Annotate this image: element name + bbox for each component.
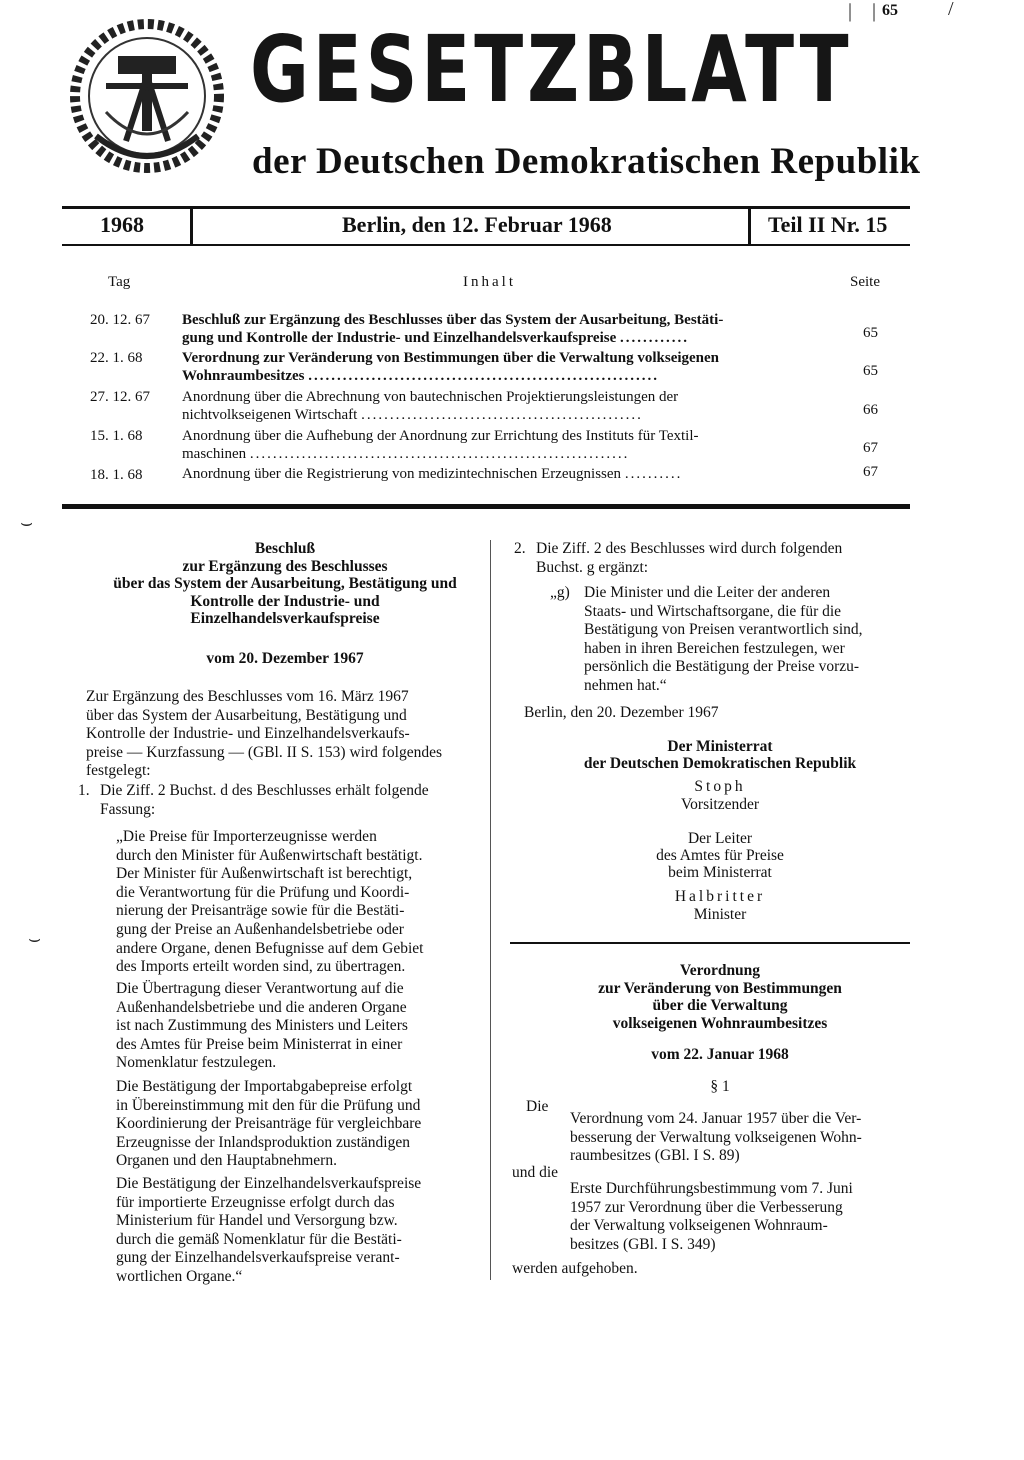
toc-entry-title[interactable]: Anordnung über die Aufhebung der Anordnung zur Errichtung des Instituts für Textil- maschinen .................................................................. — [182, 428, 699, 462]
quote-paragraph: Die Bestätigung der Importabgabepreise erfolgt in Übereinstimmung mit den für die Prüfung und Koordinierung der Preisanträge für vergleichbare Erzeugnisse der Inlandsproduktion zuständigen Organen und den Hauptabnehmern. — [116, 1078, 422, 1170]
toc-entry-date: 22. 1. 68 — [90, 350, 143, 366]
column-divider — [490, 540, 491, 1280]
masthead-subtitle: der Deutschen Demokratischen Republik — [252, 141, 921, 182]
place-date: Berlin, den 20. Dezember 1967 — [524, 704, 719, 721]
signatory-name: Stoph — [694, 778, 746, 795]
toc-entry-page: 66 — [863, 402, 878, 418]
toc-entry-date: 27. 12. 67 — [90, 389, 150, 405]
margin-mark: ⌣ — [20, 512, 34, 534]
signatory-organization: Der Leiter des Amtes für Preise beim Ministerrat — [656, 830, 784, 881]
issue-part-number: Teil II Nr. 15 — [768, 212, 888, 237]
section-divider — [510, 942, 910, 944]
issue-date: Berlin, den 12. Februar 1968 — [342, 212, 612, 237]
quote-paragraph: Die Bestätigung der Einzelhandelsverkaufspreise für importierte Erzeugnisse erfolgt durch das Ministerium für Handel und Versorgung bzw. durch die gemäß Nomenklatur für die Bestäti- gung der Einzelhandelsverkaufspreise verant- wortlichen Organe.“ — [116, 1175, 422, 1285]
item-2-text: Die Ziff. 2 des Beschlusses wird durch folgenden Buchst. g ergänzt: — [536, 540, 843, 576]
page-number-mark: 65 — [882, 2, 898, 19]
toc-separator — [62, 504, 910, 509]
toc-entry-page: 65 — [863, 363, 878, 379]
beschluss-heading: Beschluß zur Ergänzung des Beschlusses über das System der Ausarbeitung, Bestätigung und Kontrolle der Industrie- und Einzelhandelsverkaufspreise — [113, 540, 457, 627]
toc-entry-title[interactable]: Anordnung über die Registrierung von medizintechnischen Erzeugnissen .......... — [182, 466, 683, 482]
beschluss-intro: Zur Ergänzung des Beschlusses vom 16. März 1967 über das System der Ausarbeitung, Bestätigung und Kontrolle der Industrie- und Einzelhandelsverkaufs- preise — Kurzfassung — (GBl. II S. 153) wird folgendes festgelegt: — [86, 688, 443, 780]
repealed-regulation: Verordnung vom 24. Januar 1957 über die Ver- besserung der Verwaltung volkseigenen Wohn- raumbesitzes (GBl. I S. 89) — [570, 1110, 862, 1165]
toc-entry-page: 65 — [863, 325, 878, 341]
item-1-text: Die Ziff. 2 Buchst. d des Beschlusses erhält folgende Fassung: — [100, 782, 429, 818]
toc-col-seite: Seite — [850, 274, 880, 290]
paragraph-connector: und die — [512, 1164, 559, 1181]
item-number: 1. — [78, 782, 90, 799]
toc-entry-title[interactable]: Anordnung über die Abrechnung von bautechnischen Projektierungsleistungen der nichtvolkseigenen Wirtschaft ................................................. — [182, 389, 679, 423]
verordnung-date: vom 22. Januar 1968 — [651, 1046, 789, 1063]
handwritten-mark: | | — [848, 0, 877, 22]
issue-year: 1968 — [100, 212, 144, 237]
toc-entry-page: 67 — [863, 440, 878, 456]
handwritten-mark: / — [948, 0, 954, 20]
signatory-role: Minister — [693, 906, 747, 923]
header-divider — [190, 206, 193, 246]
margin-mark: ⌣ — [28, 928, 42, 950]
quote-paragraph: Die Übertragung dieser Verantwortung auf die Außenhandelsbetriebe und die anderen Organe ist nach Zustimmung des Ministers und Leiters des Amtes für Preise beim Ministerrat in einer Nomenklatur festzulegen. — [116, 980, 408, 1072]
toc-entry-date: 15. 1. 68 — [90, 428, 143, 444]
hammer-compass-emblem-icon — [66, 16, 228, 176]
repealed-regulation: Erste Durchführungsbestimmung vom 7. Juni 1957 zur Verordnung über die Verbesserung der Verwaltung volkseigenen Wohnraum- besitzes (GBl. I S. 349) — [570, 1180, 853, 1253]
verordnung-heading: Verordnung zur Veränderung von Bestimmungen über die Verwaltung volkseigenen Wohnraumbesitzes — [598, 962, 842, 1032]
quote-paragraph: „Die Preise für Importerzeugnisse werden durch den Minister für Außenwirtschaft bestätigt. Der Minister für Außenwirtschaft ist berechtigt, die Verantwortung für die Prüfung und Koordi- nierung der Preisanträge sowie für die Bestäti- gung der Preise an Außenhandelsbetriebe oder andere Organe, denen Befugnisse auf dem Gebiet des Imports erteilt worden sind, zu übertragen. — [116, 828, 424, 976]
header-divider — [748, 206, 751, 246]
state-emblem — [66, 16, 228, 176]
toc-entry-page: 67 — [863, 464, 878, 480]
quote-g-text: Die Minister und die Leiter der anderen Staats- und Wirtschaftsorgane, die für die Bestätigung von Preisen verantwortlich sind, haben in ihren Bereichen festzulegen, wer persönlich die Bestätigung der Preise vorzu- nehmen hat.“ — [584, 584, 863, 694]
closing-sentence: werden aufgehoben. — [512, 1260, 638, 1277]
toc-entry-title[interactable]: Verordnung zur Veränderung von Bestimmungen über die Verwaltung volkseigenen Wohnraumbesitzes ............................................................. — [182, 350, 720, 384]
signatory-organization: Der Ministerrat der Deutschen Demokratischen Republik — [583, 738, 857, 772]
signatory-name: Halbritter — [674, 888, 766, 905]
toc-col-inhalt: Inhalt — [463, 274, 516, 290]
toc-entry-date: 18. 1. 68 — [90, 467, 143, 483]
masthead-title: GESETZBLATT — [250, 16, 853, 123]
quote-g-lead: „g) — [550, 584, 570, 601]
item-number: 2. — [514, 540, 526, 557]
section-number: § 1 — [710, 1078, 730, 1095]
paragraph-lead: Die — [526, 1098, 549, 1115]
toc-col-tag: Tag — [108, 274, 131, 290]
toc-entry-date: 20. 12. 67 — [90, 312, 150, 328]
toc-entry-title[interactable]: Beschluß zur Ergänzung des Beschlusses über das System der Ausarbeitung, Bestäti- gung und Kontrolle der Industrie- und Einzelhandelsverkaufspreise ............ — [182, 312, 724, 346]
beschluss-date: vom 20. Dezember 1967 — [206, 650, 364, 667]
signatory-role: Vorsitzender — [680, 796, 760, 813]
